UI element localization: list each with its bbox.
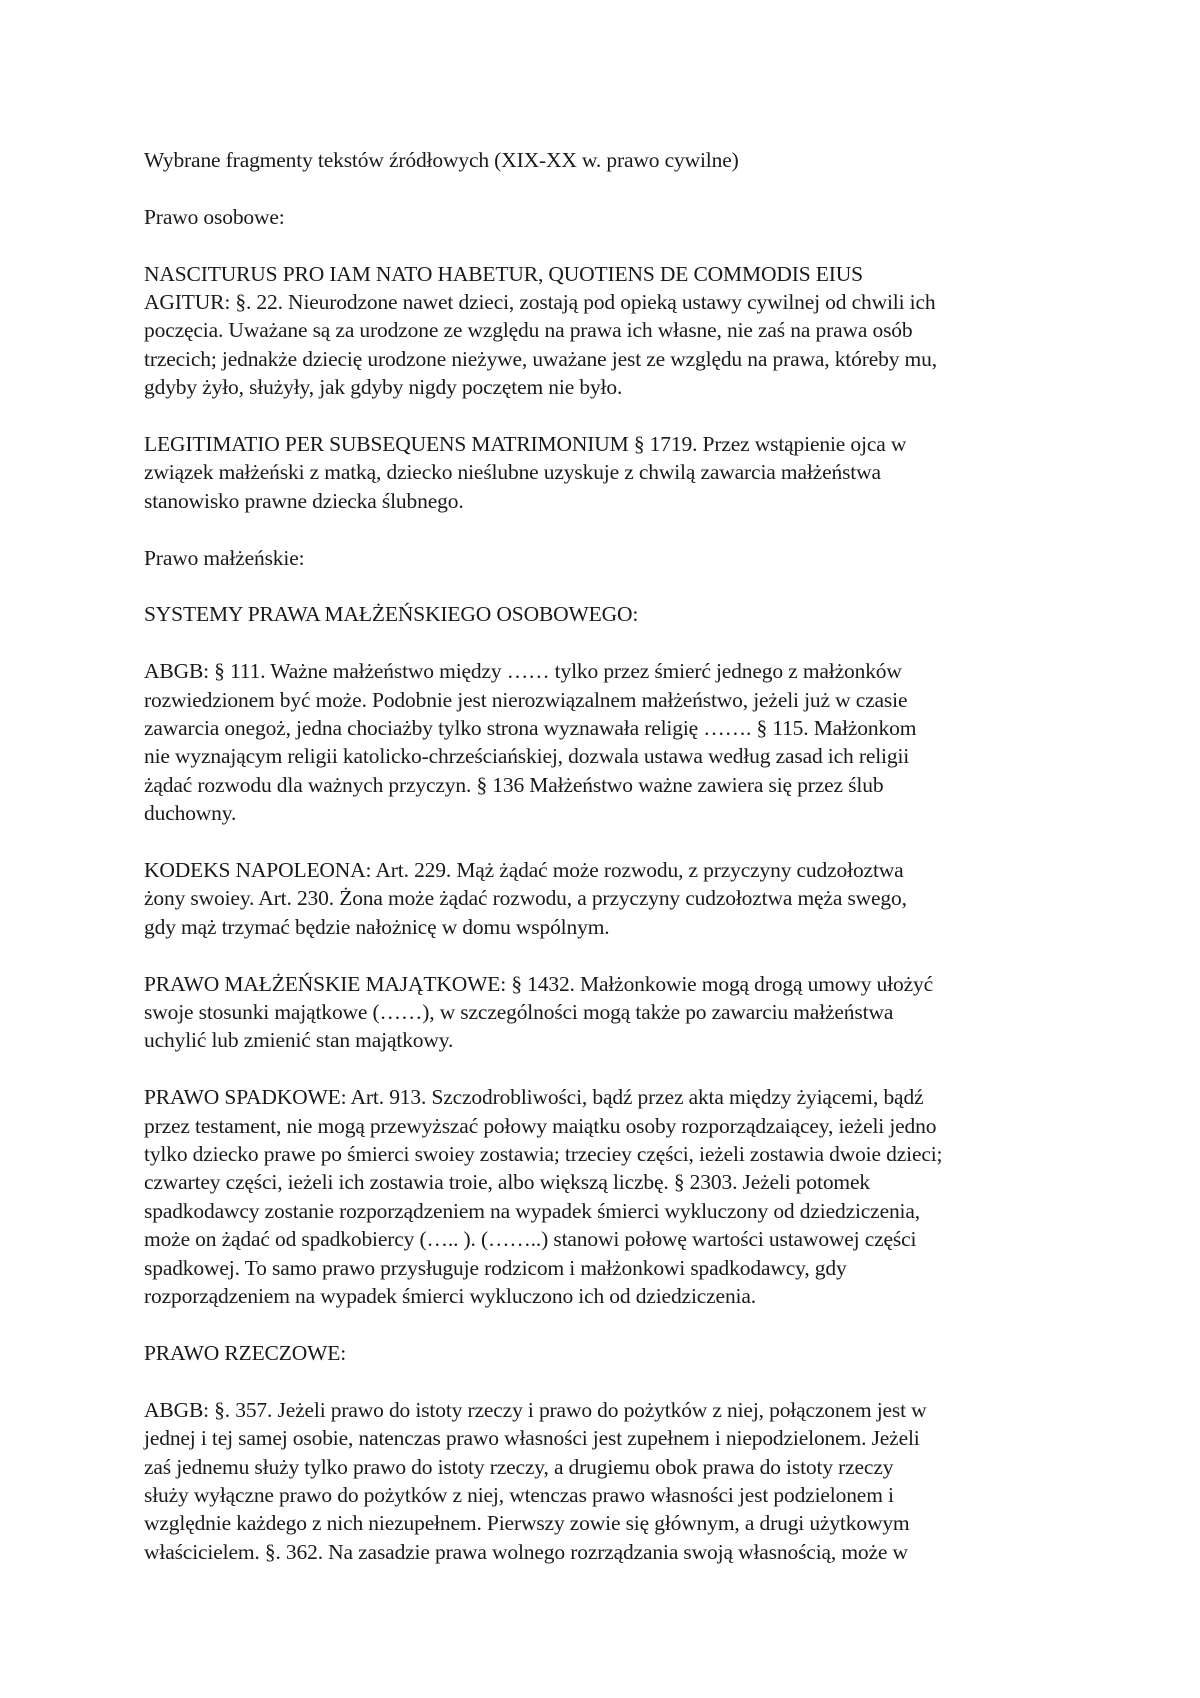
text-line: służy wyłączne prawo do pożytków z niej, wtenczas prawo własności jest podzielonem i	[144, 1482, 894, 1507]
text-line: żądać rozwodu dla ważnych przyczyn. § 136 Małżeństwo ważne zawiera się przez ślub	[144, 772, 884, 797]
text-line: Prawo małżeńskie:	[144, 545, 305, 570]
text-line: zawarcia onegoż, jedna chociażby tylko strona wyznawała religię ……. § 115. Małżonkom	[144, 716, 917, 741]
section-heading-marriage-law	[144, 544, 1084, 572]
paragraph-legitimatio	[144, 430, 1084, 515]
document-body	[144, 146, 1084, 1595]
text-line: przez testament, nie mogą przewyższać połowy maiątku osoby rozporządzaiącey, ieżeli jedno	[144, 1113, 937, 1138]
text-line: LEGITIMATIO PER SUBSEQUENS MATRIMONIUM § 1719. Przez wstąpienie ojca w	[144, 432, 907, 457]
text-line: zaś jednemu służy tylko prawo do istoty rzeczy, a drugiemu obok prawa do istoty rzeczy	[144, 1454, 894, 1479]
text-line: PRAWO SPADKOWE: Art. 913. Szczodrobliwości, bądź przez akta między żyiącemi, bądź	[144, 1085, 924, 1110]
paragraph-abgb-property	[144, 1396, 1084, 1566]
text-line: jednej i tej samej osobie, natenczas prawo własności jest zupełnem i niepodzielonem. Jeżeli	[144, 1426, 920, 1451]
text-line: czwartey części, ieżeli ich zostawia troie, albo większą liczbę. § 2303. Jeżeli potomek	[144, 1170, 870, 1195]
subheading-marriage-systems	[144, 600, 1084, 628]
text-line: SYSTEMY PRAWA MAŁŻEŃSKIEGO OSOBOWEGO:	[144, 602, 639, 627]
paragraph-abgb-marriage	[144, 657, 1084, 827]
text-line: względnie każdego z nich niezupełnem. Pierwszy zowie się głównym, a drugi użytkowym	[144, 1511, 910, 1536]
paragraph-nasciturus	[144, 260, 1084, 402]
text-line: AGITUR: §. 22. Nieurodzone nawet dzieci, zostają pod opieką ustawy cywilnej od chwili ich	[144, 290, 936, 314]
text-line: PRAWO MAŁŻEŃSKIE MAJĄTKOWE: § 1432. Małżonkowie mogą drogą umowy ułożyć	[144, 971, 933, 996]
text-line: spadkodawcy zostanie rozporządzeniem na wypadek śmierci wykluczony od dziedziczenia,	[144, 1198, 921, 1223]
text-line: Prawo osobowe:	[144, 204, 285, 229]
text-line: tylko dziecko prawe po śmierci swoiey zostawia; trzeciey części, ieżeli zostawia dwoie dzieci;	[144, 1142, 943, 1167]
text-line: rozwiedzionem być może. Podobnie jest nierozwiązalnem małżeństwo, jeżeli już w czasie	[144, 687, 908, 712]
text-line: KODEKS NAPOLEONA: Art. 229. Mąż żądać może rozwodu, z przyczyny cudzołoztwa	[144, 858, 904, 883]
title-line: Wybrane fragmenty tekstów źródłowych (XIX-XX w. prawo cywilne)	[144, 148, 739, 172]
text-line: stanowisko prawne dziecka ślubnego.	[144, 488, 464, 513]
paragraph-code-napoleon	[144, 856, 1084, 941]
text-line: związek małżeński z matką, dziecko nieślubne uzyskuje z chwilą zawarcia małżeństwa	[144, 460, 881, 485]
text-line: swoje stosunki majątkowe (……), w szczególności mogą także po zawarciu małżeństwa	[144, 1000, 894, 1025]
text-line: ABGB: §. 357. Jeżeli prawo do istoty rzeczy i prawo do pożytków z niej, połączonem jest w	[144, 1397, 927, 1422]
section-heading-property-law	[144, 1339, 1084, 1367]
text-line: gdyby żyło, służyły, jak gdyby nigdy poczętem nie było.	[144, 375, 623, 400]
text-line: duchowny.	[144, 801, 237, 826]
text-line: spadkowej. To samo prawo przysługuje rodzicom i małżonkowi spadkodawcy, gdy	[144, 1255, 847, 1280]
text-line: PRAWO RZECZOWE:	[144, 1340, 347, 1365]
text-line: trzecich; jednakże dziecię urodzone nieżywe, uważane jest ze względu na prawa, któreby mu,	[144, 346, 937, 371]
section-heading-personal-law	[144, 203, 1084, 231]
document-title	[144, 146, 1084, 174]
text-line: żony swoiey. Art. 230. Żona może żądać rozwodu, a przyczyny cudzołoztwa męża swego,	[144, 886, 907, 911]
text-line: właścicielem. §. 362. Na zasadzie prawa wolnego rozrządzania swoją własnością, może w	[144, 1539, 908, 1564]
text-line: rozporządzeniem na wypadek śmierci wykluczono ich od dziedziczenia.	[144, 1284, 756, 1309]
text-line: uchylić lub zmienić stan majątkowy.	[144, 1028, 454, 1053]
paragraph-list	[144, 203, 1084, 1566]
text-line: poczęcia. Uważane są za urodzone ze względu na prawa ich własne, nie zaś na prawa osób	[144, 318, 913, 343]
text-line: może on żądać od spadkobiercy (….. ). (……..) stanowi połowę wartości ustawowej części	[144, 1227, 917, 1252]
text-line: NASCITURUS PRO IAM NATO HABETUR, QUOTIENS DE COMMODIS EIUS	[144, 261, 863, 286]
paragraph-inheritance-law	[144, 1083, 1084, 1310]
paragraph-marital-property	[144, 970, 1084, 1055]
text-line: gdy mąż trzymać będzie nałożnicę w domu wspólnym.	[144, 914, 610, 939]
text-line: ABGB: § 111. Ważne małżeństwo między …… tylko przez śmierć jednego z małżonków	[144, 659, 902, 684]
text-line: nie wyznającym religii katolicko-chrześciańskiej, dozwala ustawa według zasad ich religii	[144, 744, 910, 769]
